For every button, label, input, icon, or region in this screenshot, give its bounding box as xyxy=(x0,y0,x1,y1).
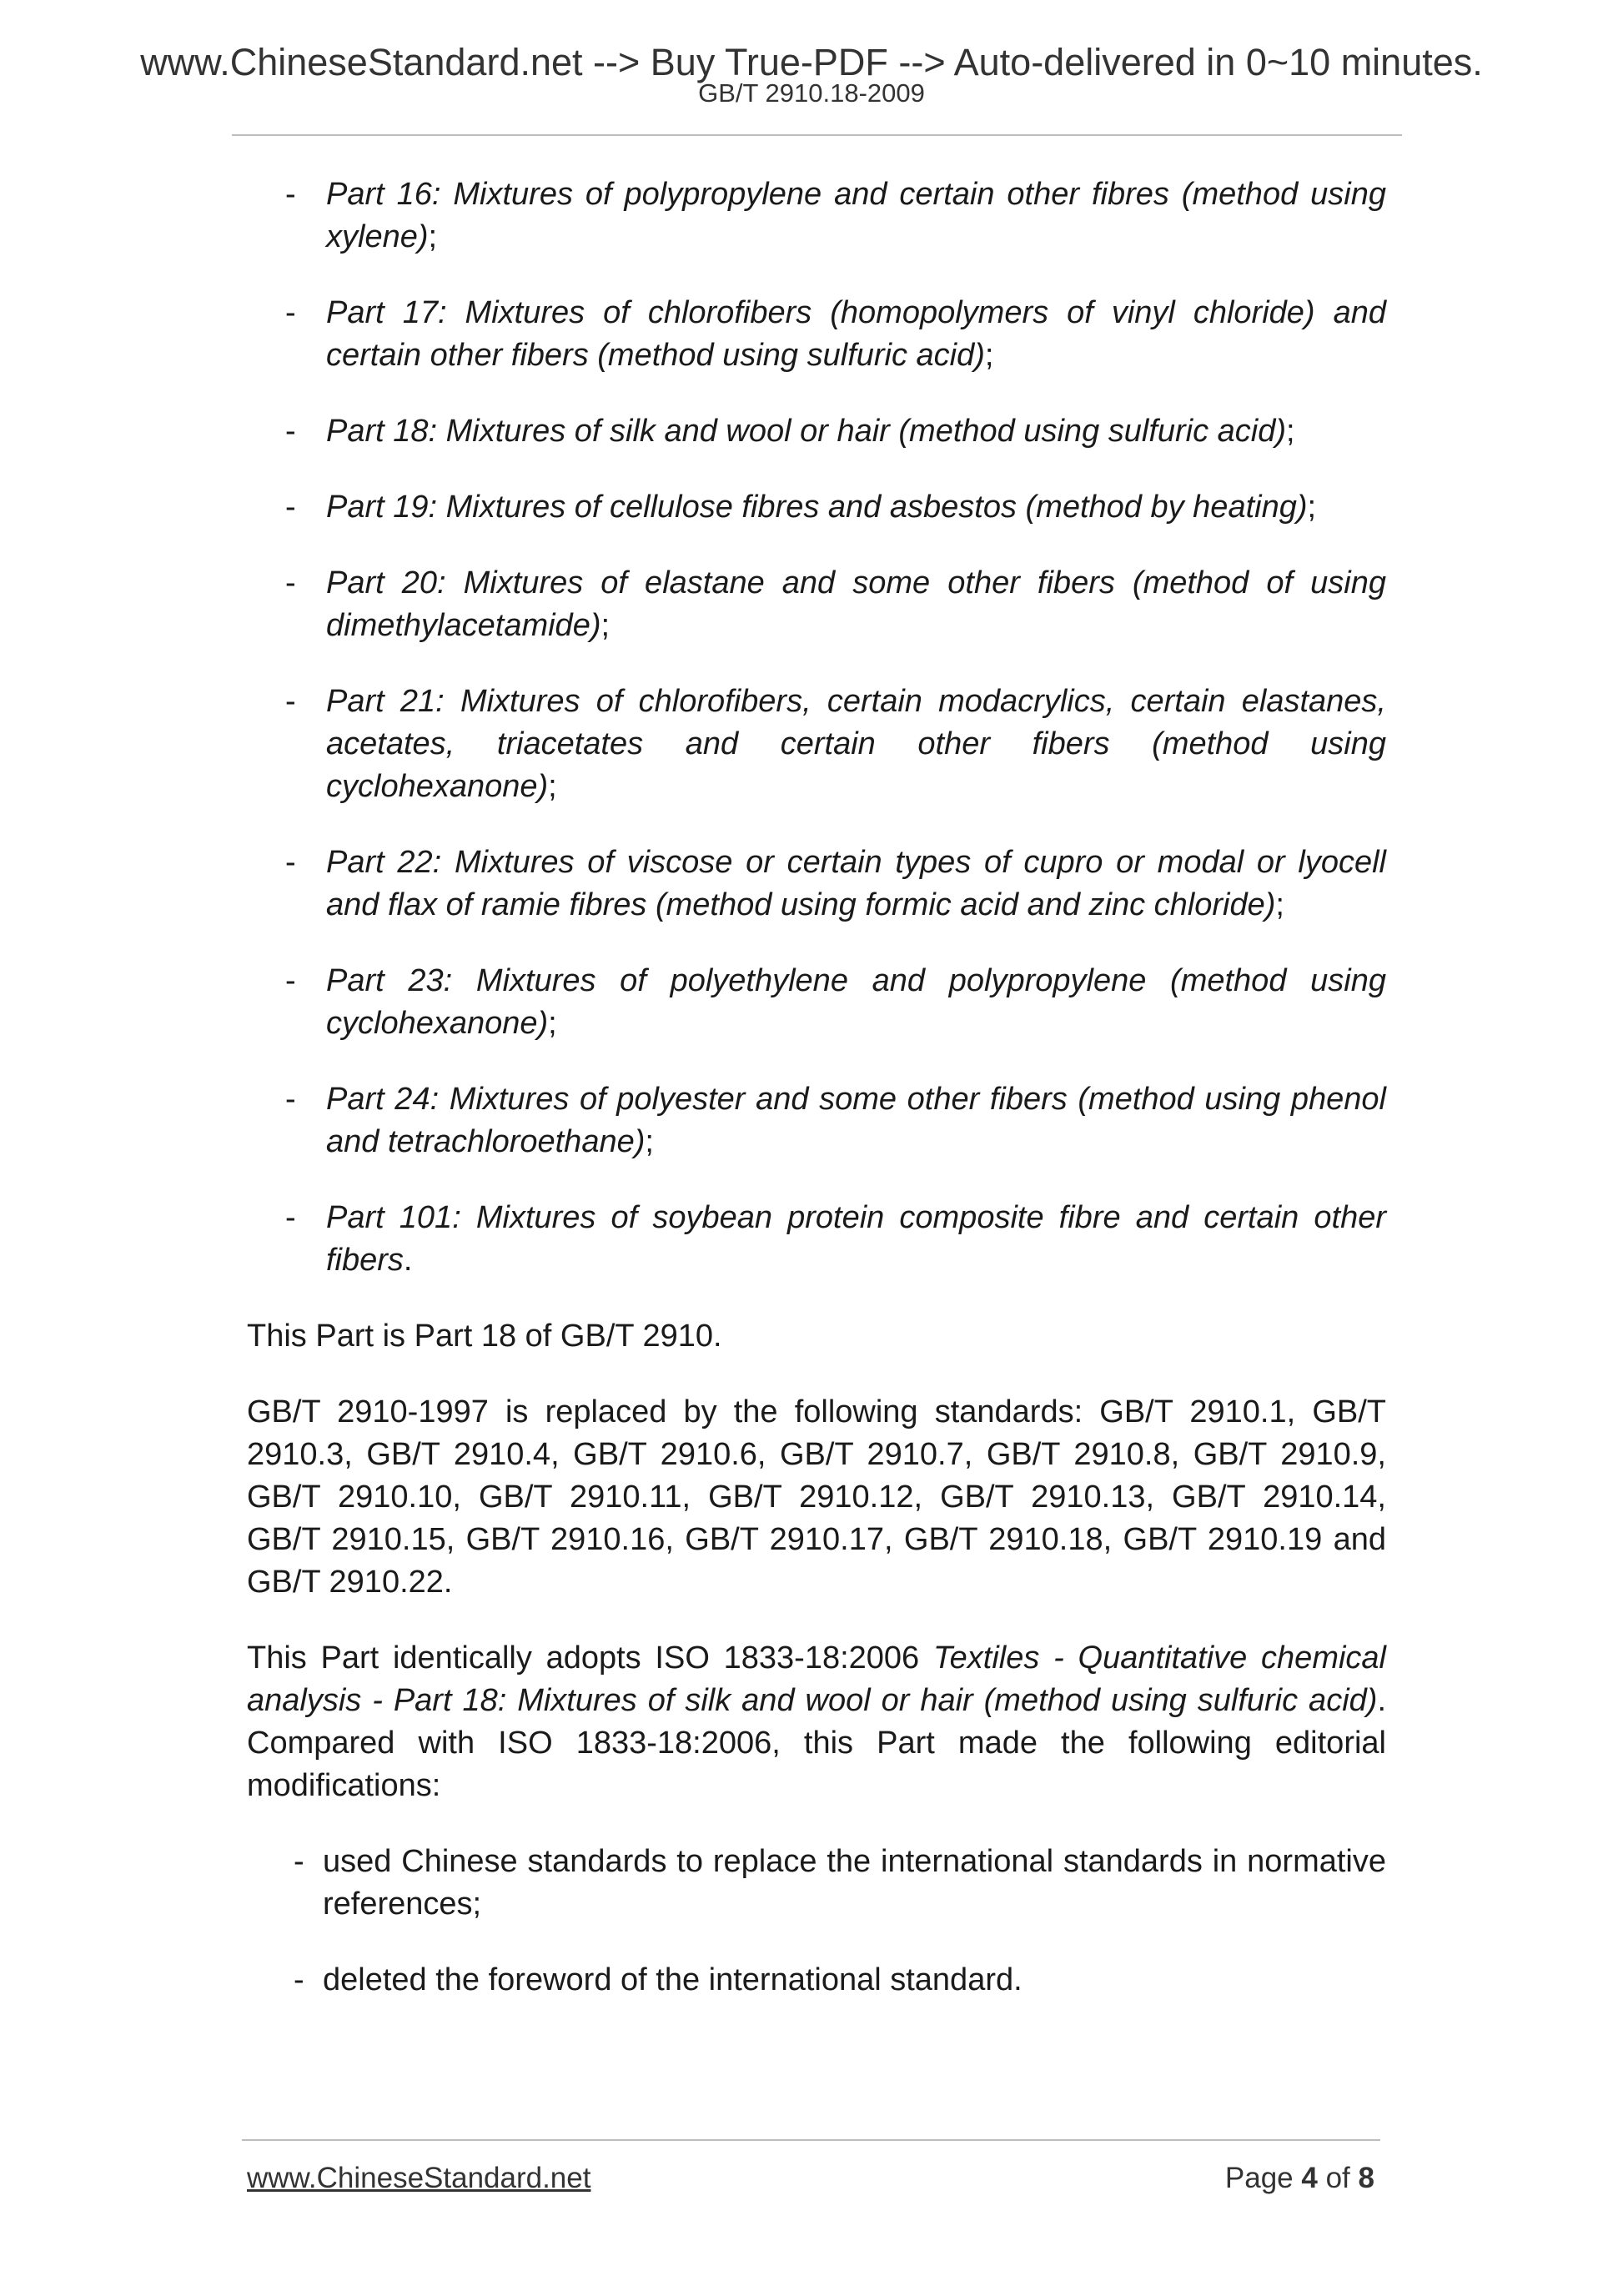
list-dash: - xyxy=(294,1962,304,1997)
list-item-end: ; xyxy=(600,608,611,643)
list-dash: - xyxy=(285,1082,296,1117)
list-dash: - xyxy=(285,684,296,719)
list-item-end: ; xyxy=(428,219,438,254)
list-dash: - xyxy=(285,565,296,600)
adoption-text-before: This Part identically adopts ISO 1833-18:2006 xyxy=(247,1640,933,1676)
page-label: Page xyxy=(1224,2162,1294,2194)
list-item-end: ; xyxy=(1286,414,1295,449)
list-item-part-23 xyxy=(247,960,1386,1045)
list-item-part-101 xyxy=(247,1197,1386,1282)
paragraph-adoption xyxy=(247,1637,1386,1807)
modification-text: deleted the foreword of the international standard. xyxy=(323,1962,1023,1997)
adoption-text-after: . Compared with ISO 1833-18:2006, this Part made the following editorial modifications: xyxy=(247,1683,1386,1803)
paragraph-replacement-standards: GB/T 2910-1997 is replaced by the following standards: GB/T 2910.1, GB/T 2910.3, GB/T 2910.4, GB/T 2910.6, GB/T 2910.7, GB/T 2910.8, GB/T 2910.9, GB/T 2910.10, GB/T 2910.11, GB/T 2910.12, GB/T 2910.13, GB/T 2910.14, GB/T 2910.15, GB/T 2910.16, GB/T 2910.17, GB/T 2910.18, GB/T 2910.19 and GB/T 2910.22. xyxy=(247,1394,1386,1600)
adopted-standard-title: Textiles - Quantitative chemical analysis - Part 18: Mixtures of silk and wool or hair (method using sulfuric acid) xyxy=(247,1640,1386,1718)
list-item-part-20 xyxy=(247,562,1386,647)
document-code: GB/T 2910.18-2009 xyxy=(698,78,925,108)
list-item-text: Part 23: Mixtures of polyethylene and polypropylene (method using cyclohexanone) xyxy=(326,963,1386,1041)
list-item-text: Part 16: Mixtures of polypropylene and certain other fibres (method using xylene) xyxy=(326,177,1386,254)
footer-website-link[interactable]: www.ChineseStandard.net xyxy=(247,2162,591,2194)
list-dash: - xyxy=(285,295,296,330)
of-label: of xyxy=(1325,2162,1350,2194)
list-item-end: ; xyxy=(548,1006,557,1041)
page-total: 8 xyxy=(1358,2162,1374,2194)
list-item-part-19 xyxy=(247,486,1386,529)
parts-list xyxy=(247,173,1386,1282)
page-current: 4 xyxy=(1301,2162,1318,2194)
list-item-part-24 xyxy=(247,1078,1386,1163)
page-content xyxy=(247,173,1386,2035)
list-item-end: ; xyxy=(1307,490,1317,525)
list-dash: - xyxy=(285,177,296,212)
list-item-part-18 xyxy=(247,410,1386,453)
modifications-list xyxy=(247,1841,1386,2002)
list-item-part-17 xyxy=(247,292,1386,377)
header-divider xyxy=(232,134,1402,136)
list-item-text: Part 101: Mixtures of soybean protein composite fibre and certain other fibers xyxy=(326,1200,1386,1278)
list-item-text: Part 21: Mixtures of chlorofibers, certain modacrylics, certain elastanes, acetates, triacetates and certain other fibers (method using cyclohexanone) xyxy=(326,684,1386,804)
list-item-text: Part 18: Mixtures of silk and wool or hair (method using sulfuric acid) xyxy=(326,414,1287,449)
header-banner-link[interactable]: www.ChineseStandard.net --> Buy True-PDF --> Auto-delivered in 0~10 minutes. xyxy=(140,41,1483,83)
list-dash: - xyxy=(285,414,296,449)
list-dash: - xyxy=(285,845,296,880)
list-dash: - xyxy=(285,963,296,998)
list-dash: - xyxy=(285,490,296,525)
page-number xyxy=(1225,2163,1374,2193)
paragraph-part-statement: This Part is Part 18 of GB/T 2910. xyxy=(247,1319,722,1354)
list-item-text: Part 20: Mixtures of elastane and some other fibers (method of using dimethylacetamide) xyxy=(326,565,1386,643)
list-item-end: ; xyxy=(548,769,557,804)
list-dash: - xyxy=(294,1844,304,1879)
modification-item xyxy=(247,1841,1386,1926)
list-item-part-16 xyxy=(247,173,1386,259)
list-item-text: Part 17: Mixtures of chlorofibers (homopolymers of vinyl chloride) and certain other fibers (method using sulfuric acid) xyxy=(326,295,1386,373)
list-item-text: Part 22: Mixtures of viscose or certain types of cupro or modal or lyocell and flax of ramie fibres (method using formic acid and zinc chloride) xyxy=(326,845,1386,922)
list-item-part-22 xyxy=(247,842,1386,927)
modification-text: used Chinese standards to replace the international standards in normative references; xyxy=(323,1844,1386,1922)
list-item-end: ; xyxy=(1275,887,1284,922)
footer-divider xyxy=(242,2139,1380,2141)
list-item-end: . xyxy=(403,1243,413,1278)
list-item-text: Part 19: Mixtures of cellulose fibres and asbestos (method by heating) xyxy=(326,490,1308,525)
modification-item xyxy=(247,1959,1386,2002)
list-item-end: ; xyxy=(645,1124,654,1159)
list-item-part-21 xyxy=(247,681,1386,808)
list-dash: - xyxy=(285,1200,296,1235)
list-item-text: Part 24: Mixtures of polyester and some other fibers (method using phenol and tetrachloroethane) xyxy=(326,1082,1386,1159)
list-item-end: ; xyxy=(984,338,994,373)
